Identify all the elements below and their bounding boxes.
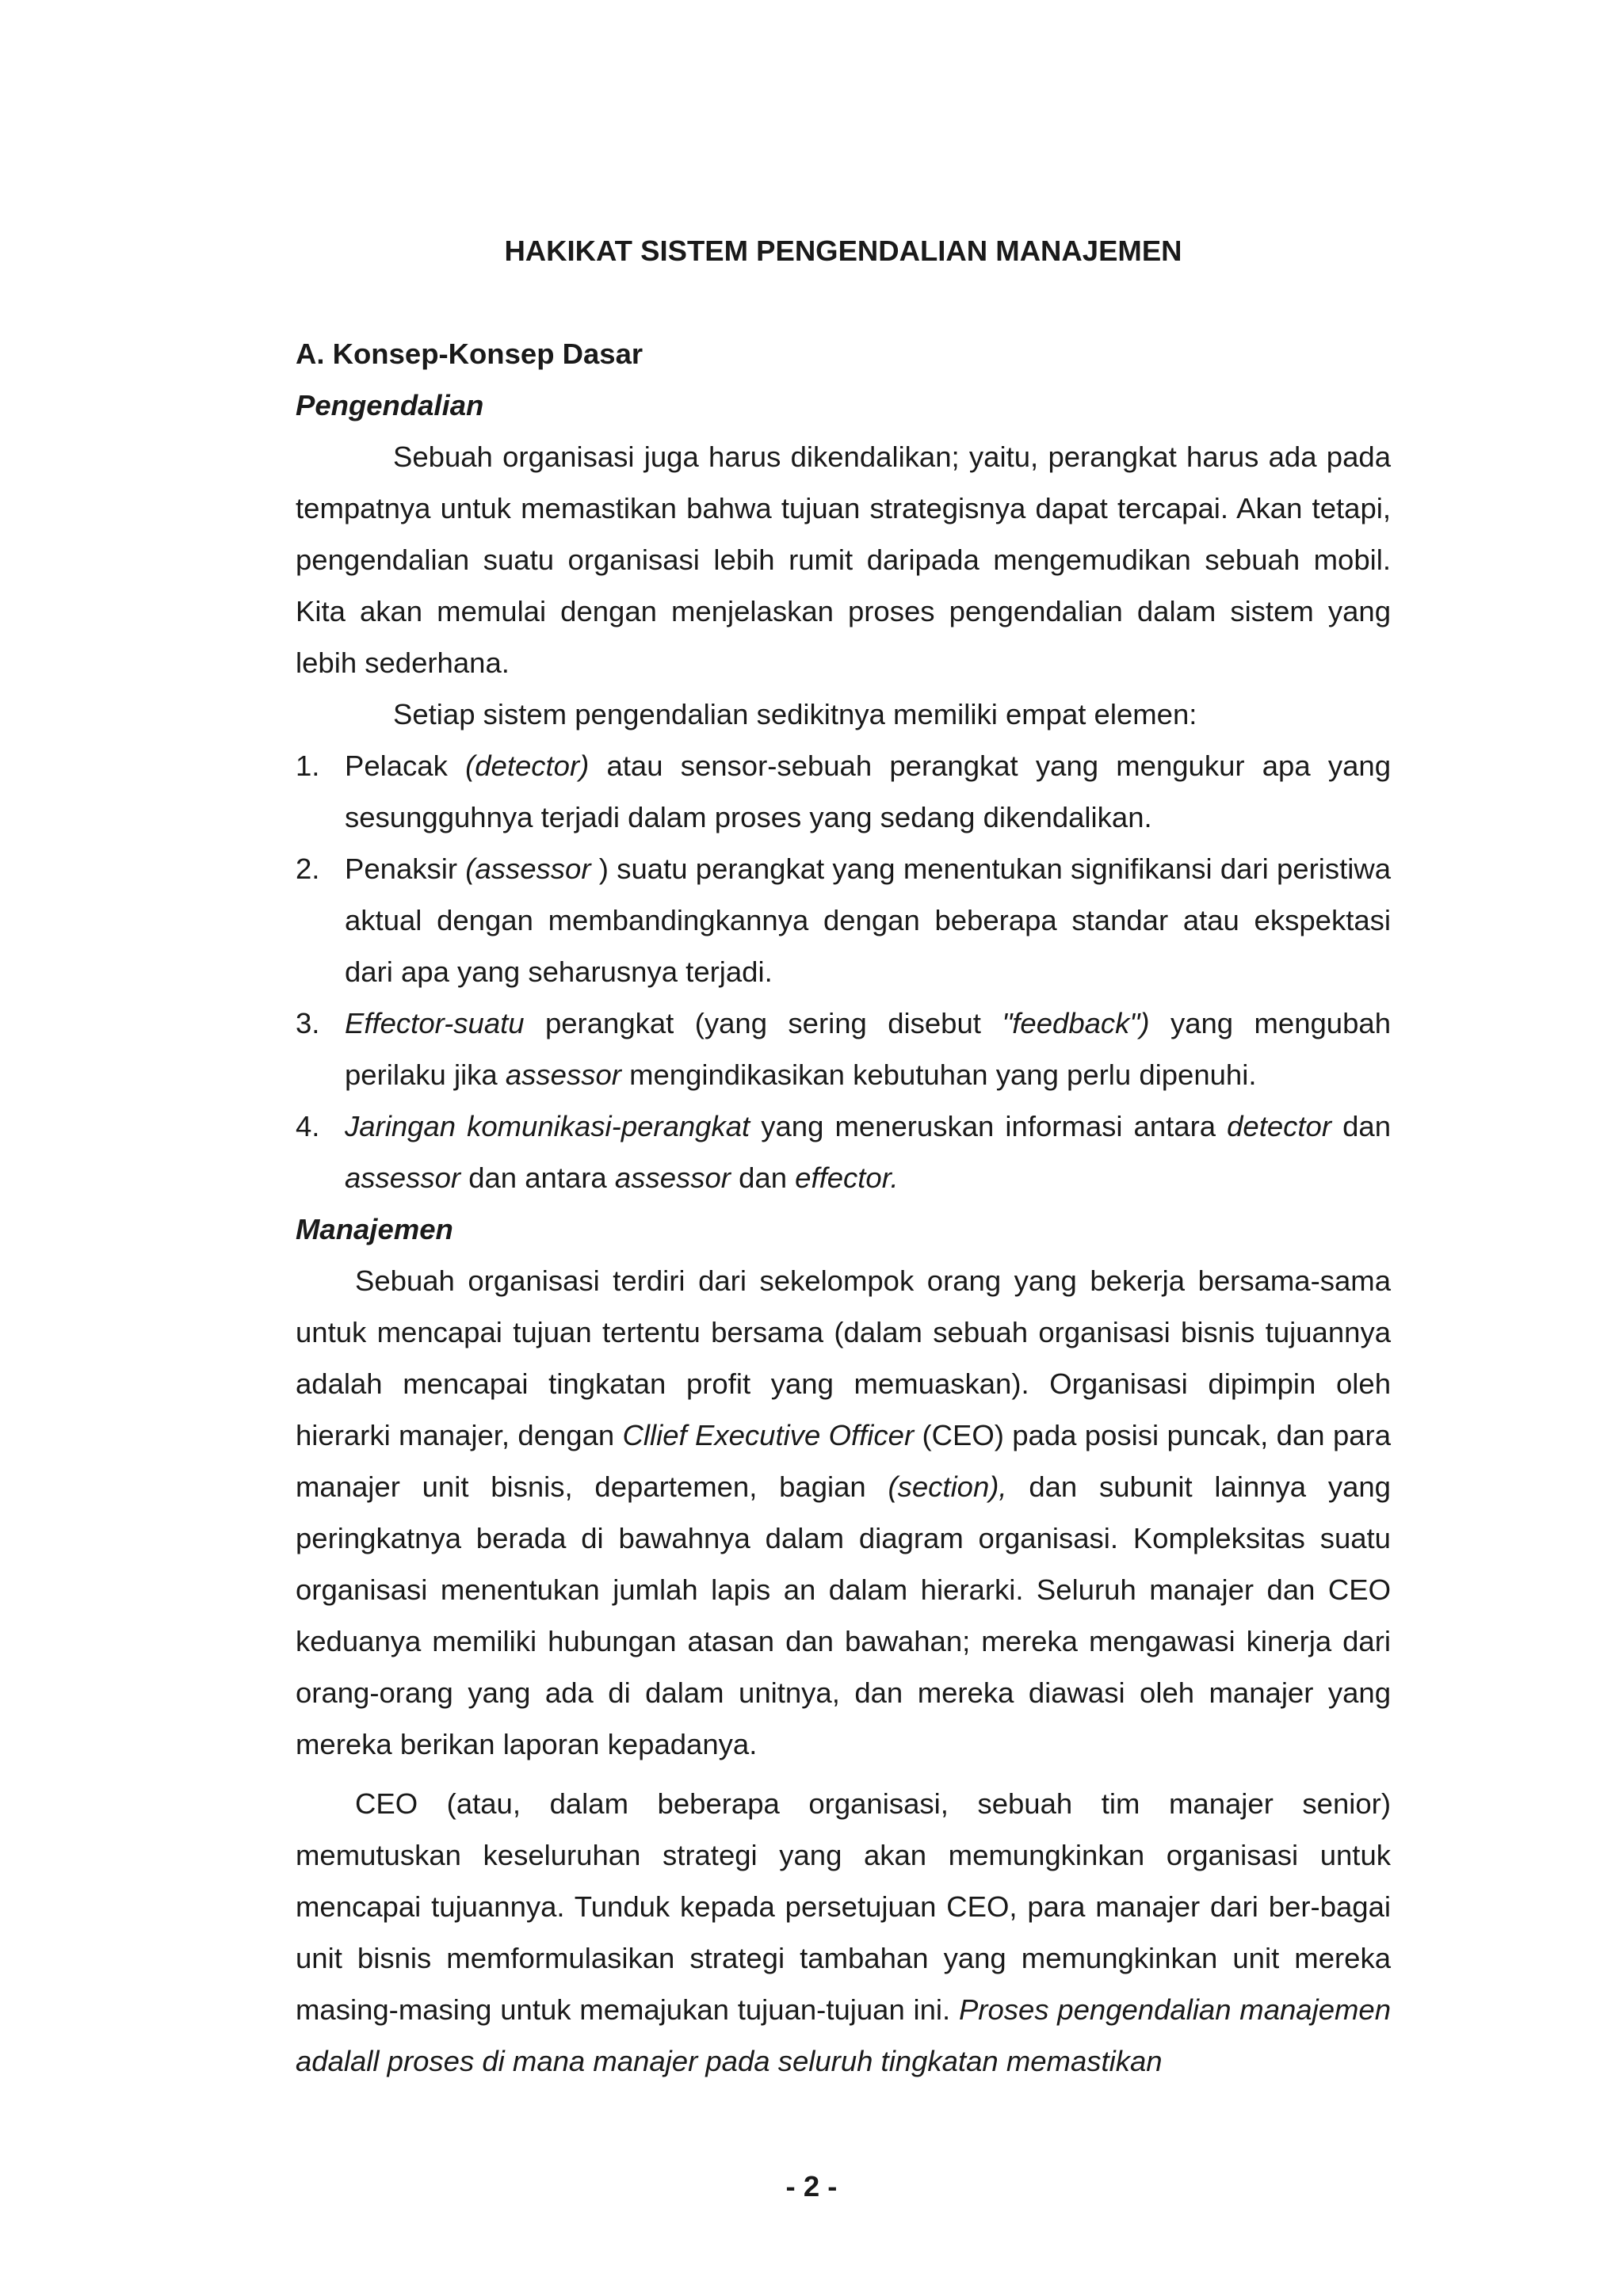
manajemen-paragraph-1 [296,1255,1391,1770]
list-item-number: 4. [296,1110,320,1142]
paragraph-term: (section), [888,1470,1007,1503]
document-title: HAKIKAT SISTEM PENGENDALIAN MANAJEMEN [504,235,1182,267]
page-number: - 2 - [785,2170,838,2203]
list-item-term: assessor [505,1058,621,1091]
paragraph-text: (CEO) pada posisi puncak, dan para manajer unit bisnis, departemen, bagian [296,1419,1391,1503]
list-item-text: mengindikasikan kebutuhan yang perlu dipenuhi. [621,1058,1257,1091]
paragraph-text: Sebuah organisasi terdiri dari sekelompok orang yang bekerja bersama-sama untuk mencapai tujuan tertentu bersama (dalam sebuah organisasi bisnis tujuannya adalah mencapai tingkatan profit yang memuaskan). Organisasi dipimpin oleh hierarki manajer, dengan [296,1264,1391,1451]
list-item-text: yang meneruskan informasi antara [750,1110,1228,1142]
paragraph-text: dan subunit lainnya yang peringkatnya berada di bawahnya dalam diagram organisasi. Kompleksitas suatu organisasi menentukan jumlah lapis an dalam hierarki. Seluruh manajer dan CEO keduanya memiliki hubungan atasan dan bawahan; mereka mengawasi kinerja dari orang-orang yang ada di dalam unitnya, dan mereka diawasi oleh manajer yang mereka berikan laporan kepadanya. [296,1470,1391,1760]
list-item-term: assessor [614,1161,731,1194]
list-item-text: perangkat (yang sering disebut [524,1007,1002,1039]
list-item-term: Effector-suatu [345,1007,525,1039]
list-item-text: atau sensor-sebuah perangkat yang mengukur apa yang sesungguhnya terjadi dalam proses yang sedang dikendalikan. [345,749,1392,833]
list-item-term: "feedback") [1002,1007,1150,1039]
list-item [296,1100,1391,1203]
paragraph-term: Cllief Executive Officer [622,1419,915,1451]
subheading-pengendalian: Pengendalian [296,389,484,421]
pengendalian-paragraph-1: Sebuah organisasi juga harus dikendalikan; yaitu, perangkat harus ada pada tempatnya untuk memastikan bahwa tujuan strategisnya dapat tercapai. Akan tetapi, pengendalian suatu organisasi lebih rumit daripada mengemudikan sebuah mobil. Kita akan memulai dengan menjelaskan proses pengendalian dalam sistem yang lebih sederhana. [296,441,1391,679]
section-heading-a: A. Konsep-Konsep Dasar [296,338,643,370]
subheading-manajemen: Manajemen [296,1213,453,1245]
manajemen-paragraph-2 [296,1778,1391,2087]
control-elements-list [296,740,1391,1203]
document-body [296,328,1391,2087]
paragraph-emphasis: Proses pengendalian manajemen adalall proses di mana manajer pada seluruh tingkatan memastikan [296,1993,1392,2077]
paragraph-text: CEO (atau, dalam beberapa organisasi, sebuah tim manajer senior) memutuskan keseluruhan strategi yang akan memungkinkan organisasi untuk mencapai tujuannya. Tunduk kepada persetujuan CEO, para manajer dari ber-bagai unit bisnis memformulasikan strategi tambahan yang memungkinkan unit mereka masing-masing untuk memajukan tujuan-tujuan ini. [296,1787,1391,2026]
list-item-term: (detector) [465,749,590,782]
list-item [296,843,1391,997]
list-item-text: Pelacak [345,749,466,782]
list-item-term: (assessor [465,852,591,885]
list-item-term: detector [1227,1110,1332,1142]
list-item-text: ) suatu perangkat yang menentukan signifikansi dari peristiwa aktual dengan membandingkannya dengan beberapa standar atau ekspektasi dari apa yang seharusnya terjadi. [345,852,1391,988]
list-item-term: effector. [795,1161,899,1194]
pengendalian-paragraph-2: Setiap sistem pengendalian sedikitnya memiliki empat elemen: [393,698,1197,730]
list-item-text: yang mengubah perilaku jika [345,1007,1391,1091]
list-item-text: Penaksir [345,852,466,885]
list-item [296,997,1391,1100]
list-item [296,740,1391,843]
list-item-number: 2. [296,852,320,885]
list-item-number: 3. [296,1007,320,1039]
list-item-term: Jaringan komunikasi-perangkat [345,1110,750,1142]
list-item-number: 1. [296,749,320,782]
list-item-text: dan antara [460,1161,615,1194]
list-item-term: assessor [345,1161,461,1194]
list-item-text: dan [1331,1110,1391,1142]
list-item-text: dan [730,1161,796,1194]
